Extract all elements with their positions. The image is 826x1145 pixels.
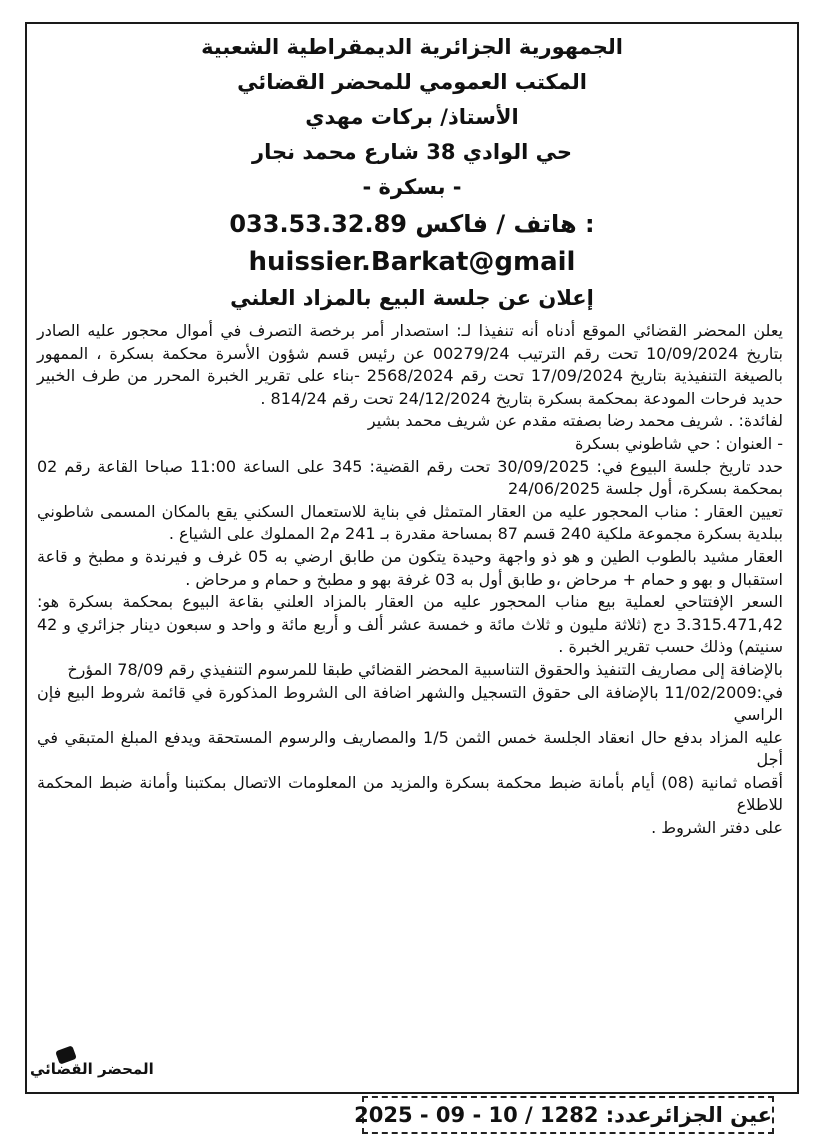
letterhead <box>27 30 797 316</box>
price-paragraph: السعر الإفتتاحي لعملية بيع مناب المحجور عليه من العقار بالمزاد العلني بقاعة البيوع بمحكمة بسكرة هو: 3.315.471,42 دج (ثلاثة مليون و ثلاث مائة و خمسة عشر ألف و أربع مائة و واحد و سبعون دينار جزائري و 42 سنيتم) وذلك حسب تقرير الخبرة . <box>37 592 783 657</box>
phone-label: هاتف / فاكس : <box>415 210 595 238</box>
office-address: حي الوادي 38 شارع محمد نجار <box>252 140 572 164</box>
fees-paragraph: بالإضافة إلى مصاريف التنفيذ والحقوق التناسبية المحضر القضائي طبقا للمرسوم التنفيذي رقم 78/09 المؤرخ <box>67 659 783 679</box>
property-paragraph: تعيين العقار : مناب المحجور عليه من العقار المتمثل في بناية للاستعمال السكني يقع بالمكان المسمى شاطوني ببلدية بسكرة مجموعة ملكية 240 قسم 87 بمساحة مقدرة بـ 241 م2 المملوك على الشياع . <box>37 501 783 544</box>
bailiff-name: الأستاذ/ بركات مهدي <box>305 105 519 129</box>
phone-number: 033.53.32.89 <box>229 210 407 238</box>
conditions-line: على دفتر الشروط . <box>651 818 783 838</box>
announcement-body <box>37 320 783 840</box>
session-paragraph: حدد تاريخ جلسة البيوع في: 30/09/2025 تحت رقم القضية: 345 على الساعة 11:00 صباحا القاعة رقم 02 بمحكمة بسكرة، أول جلسة 24/06/2025 <box>37 456 784 499</box>
announcement-title: إعلان عن جلسة البيع بالمزاد العلني <box>230 286 594 310</box>
email-address: huissier.Barkat@gmail <box>248 247 576 277</box>
announcement-frame <box>25 22 799 1094</box>
office-city: - بسكرة - <box>362 175 462 199</box>
building-paragraph: العقار مشيد بالطوب الطين و هو ذو واجهة وحيدة يتكون من طابق ارضي به 05 غرف و فيرندة و مطبخ و قاعة استقبال و بهو و حمام + مرحاض ،و طابق أول به 03 غرفة بهو و مطبخ و حمام و مرحاض . <box>37 546 783 589</box>
payment-paragraph: عليه المزاد بدفع حال انعقاد الجلسة خمس الثمن 1/5 والمصاريف والرسوم المستحقة ويدفع المبلغ المتبقي في أجل <box>37 727 784 770</box>
publication-stamp: عين الجزائرعدد: 1282 / 10 - 09 - 2025 <box>362 1096 774 1134</box>
beneficiary-address: - العنوان : حي شاطوني بسكرة <box>575 433 783 453</box>
legal-basis-paragraph: يعلن المحضر القضائي الموقع أدناه أنه تنفيذا لـ: استصدار أمر برخصة التصرف في أموال محجور عليه الصادر بتاريخ 10/09/2024 تحت رقم الترتيب 00279/24 عن رئيس قسم شؤون الأسرة محكمة بسكرة ، الممهور بالصيغة التنفيذية بتاريخ 17/09/2024 تحت رقم 2568/2024 -بناء على تقرير الخبرة المحرر من طرف الخبير حديد فرحات المودعة بمحكمة بسكرة بتاريخ 24/12/2024 تحت رقم 814/24 . <box>37 321 784 408</box>
deadline-paragraph: أقصاه ثمانية (08) أيام بأمانة ضبط محكمة بسكرة والمزيد من المعلومات الاتصال بمكتبنا وأمانة ضبط المحكمة للاطلاع <box>37 772 783 815</box>
republic-title: الجمهورية الجزائرية الديمقراطية الشعبية <box>201 35 623 59</box>
office-name: المكتب العمومي للمحضر القضائي <box>237 70 587 94</box>
phone-line <box>27 205 797 243</box>
signature-label: المحضر القضائي <box>30 1060 154 1078</box>
registration-paragraph: في:11/02/2009 بالإضافة الى حقوق التسجيل والشهر اضافة الى الشروط المذكورة في قائمة شروط البيع فإن الراسي <box>37 682 783 725</box>
beneficiary-line: لفائدة: . شريف محمد رضا بصفته مقدم عن شريف محمد بشير <box>367 411 783 431</box>
